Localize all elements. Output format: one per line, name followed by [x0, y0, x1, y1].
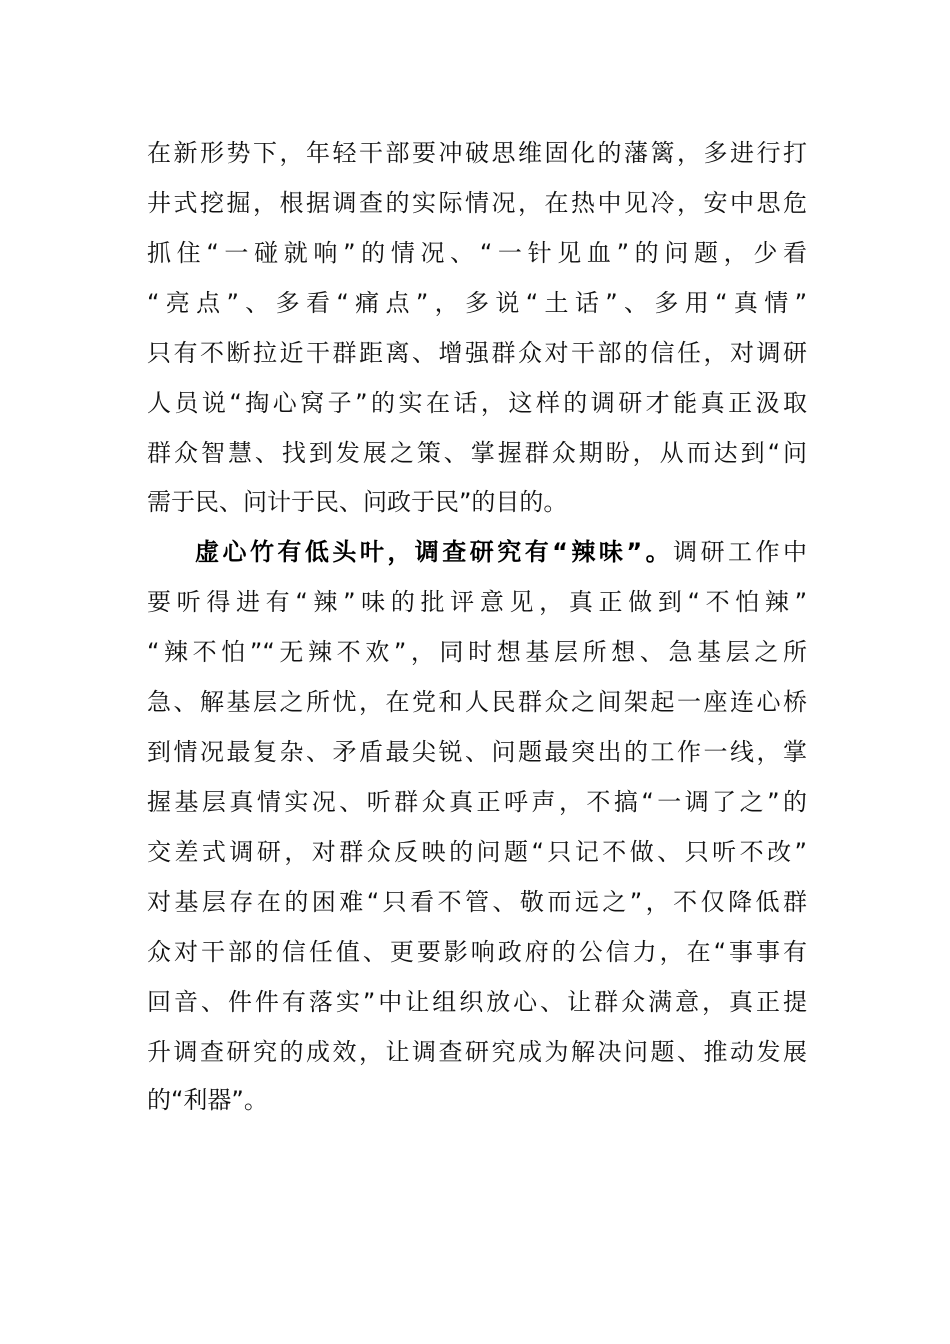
- paragraph-line: 在新形势下，年轻干部要冲破思维固化的藩篱，多进行打: [147, 139, 807, 167]
- paragraph-line: 回音、件件有落实”中让组织放心、让群众满意，真正提: [147, 988, 807, 1016]
- paragraph-heading: 虚心竹有低头叶，调查研究有“辣味”。: [195, 538, 674, 566]
- paragraph-line: 井式挖掘，根据调查的实际情况，在热中见冷，安中思危: [147, 189, 807, 217]
- paragraph-line: 只有不断拉近干群距离、增强群众对干部的信任，对调研: [147, 339, 807, 367]
- paragraph-line: 要听得进有“辣”味的批评意见，真正做到“不怕辣”: [147, 588, 807, 616]
- paragraph-line: 群众智慧、找到发展之策、掌握群众期盼，从而达到“问: [147, 439, 807, 467]
- paragraph-heading-continuation: 调研工作中: [673, 538, 808, 566]
- paragraph-line: 升调查研究的成效，让调查研究成为解决问题、推动发展: [147, 1038, 807, 1066]
- paragraph-line: 的“利器”。: [147, 1086, 268, 1114]
- paragraph-line: 急、解基层之所忧，在党和人民群众之间架起一座连心桥: [147, 688, 807, 716]
- paragraph-line: 抓住“一碰就响”的情况、“一针见血”的问题，少看: [147, 239, 807, 267]
- paragraph-line: 人员说“掏心窝子”的实在话，这样的调研才能真正汲取: [147, 389, 807, 417]
- paragraph-line: 交差式调研，对群众反映的问题“只记不做、只听不改”: [147, 838, 807, 866]
- paragraph-line: “辣不怕”“无辣不欢”，同时想基层所想、急基层之所: [147, 638, 807, 666]
- paragraph-line: 众对干部的信任值、更要影响政府的公信力，在“事事有: [147, 938, 807, 966]
- paragraph-line: 到情况最复杂、矛盾最尖锐、问题最突出的工作一线，掌: [147, 738, 807, 766]
- paragraph-heading-line: [195, 532, 807, 572]
- paragraph-line: 握基层真情实况、听群众真正呼声，不搞“一调了之”的: [147, 788, 807, 816]
- paragraph-line: 需于民、问计于民、问政于民”的目的。: [147, 488, 568, 516]
- paragraph-line: 对基层存在的困难“只看不管、敬而远之”，不仅降低群: [147, 888, 807, 916]
- paragraph-line: “亮点”、多看“痛点”，多说“土话”、多用“真情”: [147, 289, 807, 317]
